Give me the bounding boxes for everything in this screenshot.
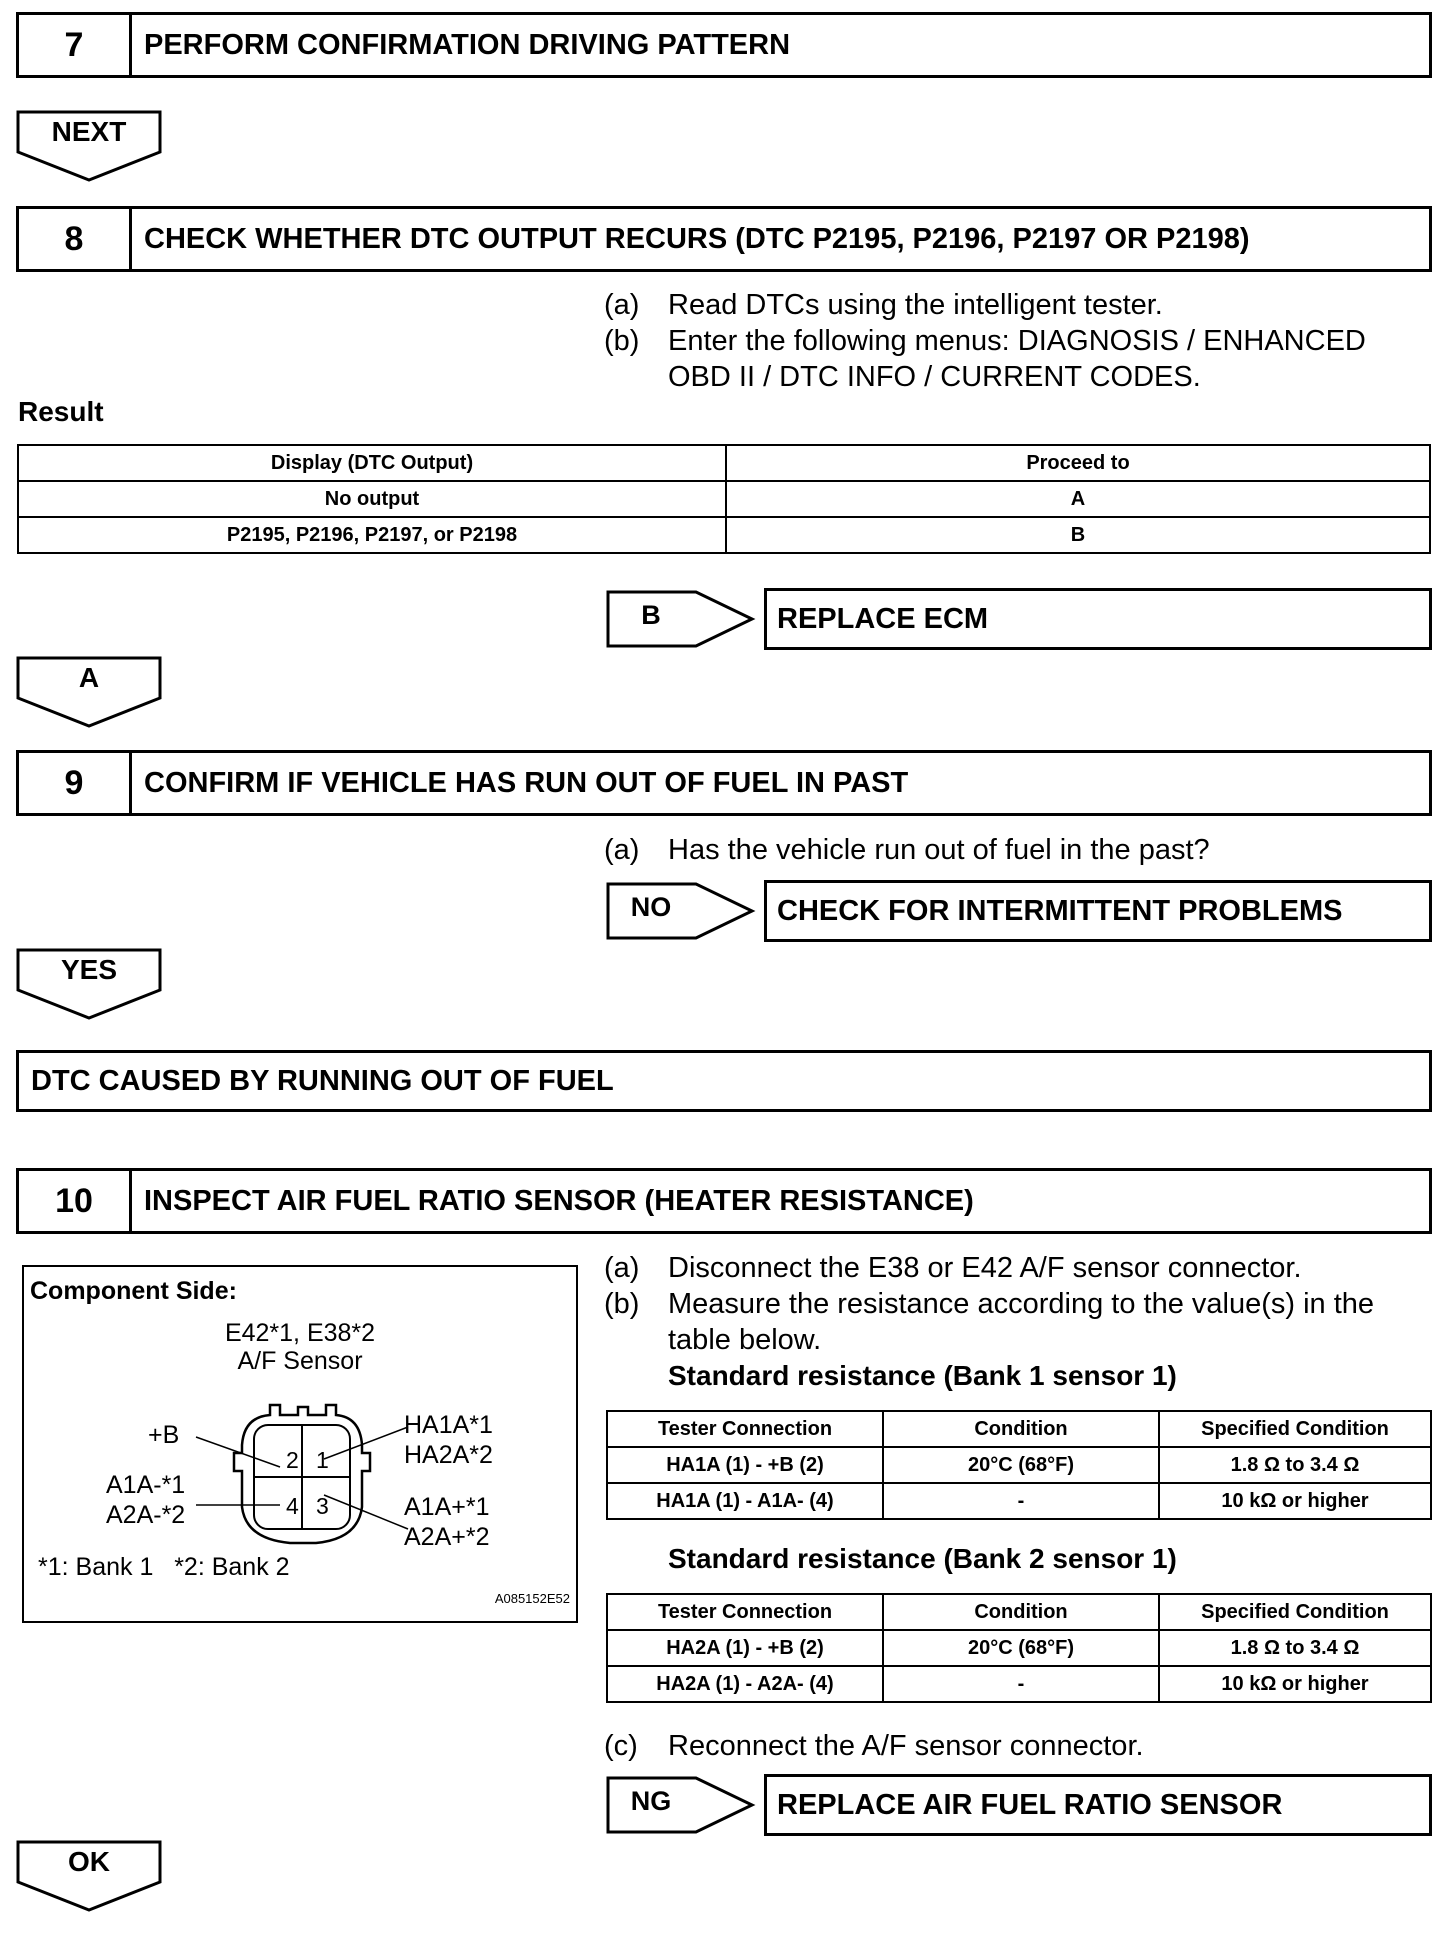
- table-header-row: [607, 1594, 1431, 1630]
- branch-label: NG: [630, 1786, 672, 1816]
- replace-sensor-box: REPLACE AIR FUEL RATIO SENSOR: [764, 1774, 1432, 1836]
- connector-name: E42*1, E38*2: [224, 1319, 376, 1347]
- table-cell: B: [726, 517, 1430, 553]
- table-cell: No output: [18, 481, 726, 517]
- step-number: 10: [19, 1171, 132, 1231]
- branch-b-arrow: [606, 590, 756, 648]
- step-title: CONFIRM IF VEHICLE HAS RUN OUT OF FUEL IN PAST: [144, 766, 909, 799]
- step-number: 8: [19, 209, 132, 269]
- pin-number: 3: [316, 1493, 329, 1519]
- table-cell: HA2A (1) - +B (2): [607, 1630, 883, 1666]
- table-row: [607, 1666, 1431, 1702]
- step-7-header: [16, 12, 1432, 78]
- diagram-heading: Component Side:: [30, 1277, 237, 1305]
- branch-no-arrow: [606, 882, 756, 940]
- pin-label-plus-b: +B: [148, 1421, 180, 1449]
- table-cell: 20°C (68°F): [883, 1447, 1159, 1483]
- table-cell: 1.8 Ω to 3.4 Ω: [1159, 1630, 1431, 1666]
- table-cell: -: [883, 1666, 1159, 1702]
- conclusion-text: DTC CAUSED BY RUNNING OUT OF FUEL: [31, 1064, 614, 1097]
- table-row: [607, 1483, 1431, 1519]
- pin-label-ha1a: HA1A*1: [404, 1411, 493, 1439]
- column-header: Condition: [883, 1411, 1159, 1447]
- column-header: Tester Connection: [607, 1411, 883, 1447]
- step-8-header: [16, 206, 1432, 272]
- conclusion-box: [16, 1050, 1432, 1112]
- pin-label-ha2a: HA2A*2: [404, 1441, 493, 1469]
- step-title: INSPECT AIR FUEL RATIO SENSOR (HEATER RESISTANCE): [144, 1184, 974, 1217]
- step-8-instructions: (a) Read DTCs using the intelligent tester. (b) Enter the following menus: DIAGNOSIS / ENHANCED OBD II / DTC INFO / CURRENT CODES.: [604, 289, 1366, 393]
- pin-number: 4: [286, 1493, 299, 1519]
- intermittent-problems-box: CHECK FOR INTERMITTENT PROBLEMS: [764, 880, 1432, 942]
- table-cell: 10 kΩ or higher: [1159, 1483, 1431, 1519]
- table-header-row: [18, 445, 1430, 481]
- next-arrow: [16, 110, 162, 182]
- step-9-header: [16, 750, 1432, 816]
- column-header: Specified Condition: [1159, 1411, 1431, 1447]
- ok-arrow: [16, 1840, 162, 1912]
- step-title: PERFORM CONFIRMATION DRIVING PATTERN: [144, 28, 791, 61]
- branch-label: NO: [630, 892, 672, 922]
- table-row: [18, 517, 1430, 553]
- table-cell: -: [883, 1483, 1159, 1519]
- table-cell: HA1A (1) - +B (2): [607, 1447, 883, 1483]
- table-cell: 1.8 Ω to 3.4 Ω: [1159, 1447, 1431, 1483]
- table-cell: P2195, P2196, P2197, or P2198: [18, 517, 726, 553]
- step-10-instruction-c: (c) Reconnect the A/F sensor connector.: [604, 1730, 1144, 1762]
- column-header: Tester Connection: [607, 1594, 883, 1630]
- pin-label-a2a-plus: A2A+*2: [404, 1523, 490, 1551]
- yes-arrow: [16, 948, 162, 1020]
- column-header: Proceed to: [726, 445, 1430, 481]
- step-10-header: [16, 1168, 1432, 1234]
- table-row: [607, 1447, 1431, 1483]
- table-row: [607, 1630, 1431, 1666]
- bank-1-table: [606, 1410, 1432, 1520]
- arrow-label: A: [78, 662, 100, 693]
- pin-label-a2a-minus: A2A-*2: [106, 1501, 186, 1529]
- arrow-label: NEXT: [51, 116, 127, 147]
- arrow-label: YES: [60, 954, 118, 985]
- table-cell: 10 kΩ or higher: [1159, 1666, 1431, 1702]
- table-cell: HA1A (1) - A1A- (4): [607, 1483, 883, 1519]
- table-row: [18, 481, 1430, 517]
- pin-number: 2: [286, 1447, 299, 1473]
- result-heading: Result: [18, 396, 104, 427]
- replace-ecm-box: REPLACE ECM: [764, 588, 1432, 650]
- step-number: 7: [19, 15, 132, 75]
- table-header-row: [607, 1411, 1431, 1447]
- bank-1-heading: Standard resistance (Bank 1 sensor 1): [668, 1360, 1177, 1391]
- step-title: CHECK WHETHER DTC OUTPUT RECURS (DTC P2195, P2196, P2197 OR P2198): [144, 222, 1250, 255]
- sensor-name: A/F Sensor: [237, 1347, 363, 1375]
- result-table: [17, 444, 1431, 554]
- diagram-footnote: *1: Bank 1 *2: Bank 2: [38, 1553, 290, 1581]
- table-cell: A: [726, 481, 1430, 517]
- column-header: Condition: [883, 1594, 1159, 1630]
- branch-ng-arrow: [606, 1776, 756, 1834]
- pin-number: 1: [316, 1447, 329, 1473]
- step-10-instructions: (a) Disconnect the E38 or E42 A/F sensor connector. (b) Measure the resistance according to the value(s) in the table below.: [604, 1252, 1375, 1356]
- step-number: 9: [19, 753, 132, 813]
- arrow-label: OK: [68, 1846, 110, 1877]
- a-arrow: [16, 656, 162, 728]
- branch-label: B: [641, 600, 661, 630]
- step-9-instruction: (a) Has the vehicle run out of fuel in the past?: [604, 834, 1210, 866]
- column-header: Specified Condition: [1159, 1594, 1431, 1630]
- bank-2-heading: Standard resistance (Bank 2 sensor 1): [668, 1543, 1177, 1574]
- figure-code: A085152E52: [494, 1591, 570, 1606]
- table-cell: HA2A (1) - A2A- (4): [607, 1666, 883, 1702]
- pin-label-a1a-minus: A1A-*1: [106, 1471, 186, 1499]
- bank-2-table: [606, 1593, 1432, 1703]
- column-header: Display (DTC Output): [18, 445, 726, 481]
- table-cell: 20°C (68°F): [883, 1630, 1159, 1666]
- pin-label-a1a-plus: A1A+*1: [404, 1493, 490, 1521]
- connector-diagram: [22, 1265, 578, 1623]
